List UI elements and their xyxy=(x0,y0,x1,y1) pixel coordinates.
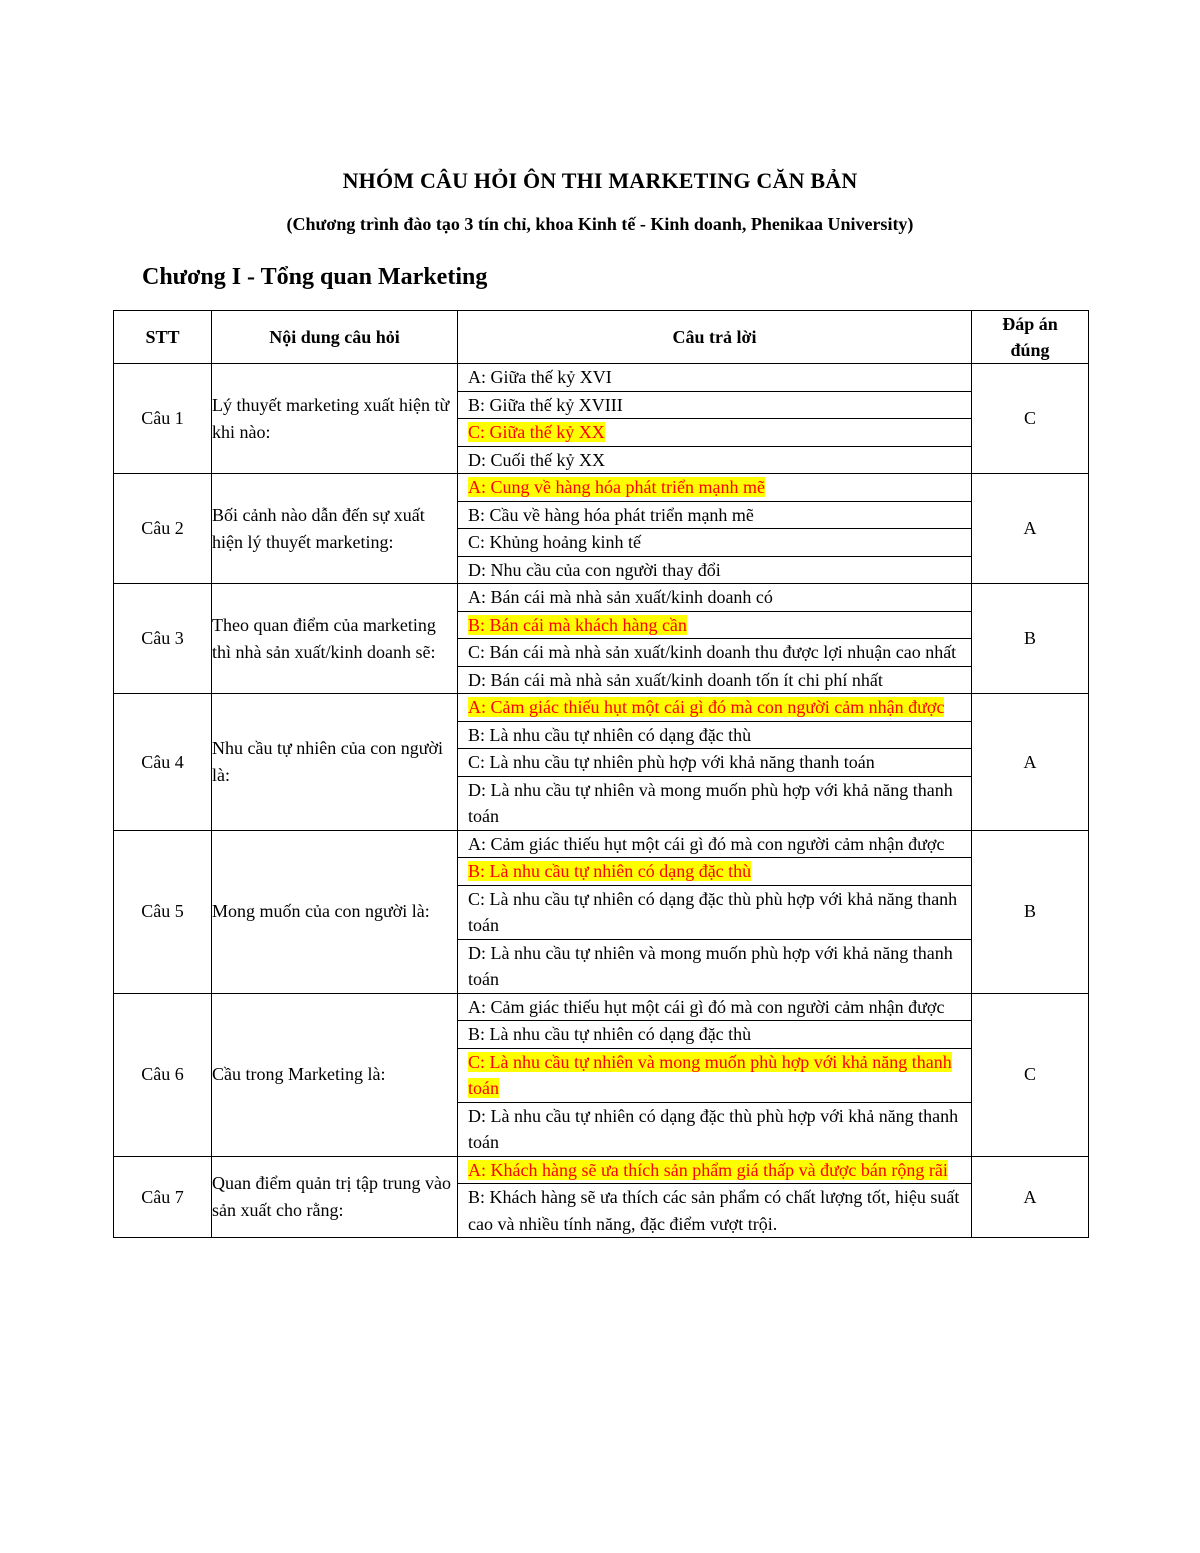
answer-option xyxy=(458,777,971,830)
table-row xyxy=(114,993,1089,1156)
answer-options xyxy=(458,584,972,694)
table-header-row xyxy=(114,311,1089,364)
table-row xyxy=(114,1156,1089,1238)
answer-option-text: C: Là nhu cầu tự nhiên và mong muốn phù hợp với khả năng thanh toán xyxy=(468,1051,952,1098)
header-correct-answer-line2: đúng xyxy=(1010,340,1050,360)
answer-option-text: A: Khách hàng sẽ ưa thích sản phẩm giá thấp và được bán rộng rãi xyxy=(468,1159,948,1180)
question-number: Câu 3 xyxy=(114,584,212,694)
answer-options xyxy=(458,694,972,831)
question-text: Quan điểm quản trị tập trung vào sản xuất cho rằng: xyxy=(212,1156,458,1238)
answer-option-text: C: Là nhu cầu tự nhiên có dạng đặc thù phù hợp với khả năng thanh toán xyxy=(468,888,958,935)
document-title: NHÓM CÂU HỎI ÔN THI MARKETING CĂN BẢN xyxy=(342,168,858,193)
table-body xyxy=(114,364,1089,1238)
answer-option-text: B: Bán cái mà khách hàng cần xyxy=(468,614,687,635)
answer-option-text: B: Là nhu cầu tự nhiên có dạng đặc thù xyxy=(468,861,752,881)
table-row xyxy=(114,694,1089,831)
answer-options xyxy=(458,993,972,1156)
question-number: Câu 6 xyxy=(114,993,212,1156)
answer-option xyxy=(458,667,971,694)
answer-option-text: D: Là nhu cầu tự nhiên và mong muốn phù hợp với khả năng thanh toán xyxy=(468,779,953,826)
answer-option xyxy=(458,1103,971,1156)
correct-answer: B xyxy=(972,830,1089,993)
header-correct-answer-line1: Đáp án xyxy=(1002,314,1058,334)
answer-option-correct xyxy=(458,419,971,447)
question-text: Mong muốn của con người là: xyxy=(212,830,458,993)
question-text: Nhu cầu tự nhiên của con người là: xyxy=(212,694,458,831)
header-question: Nội dung câu hỏi xyxy=(212,311,458,364)
answer-option-text: D: Là nhu cầu tự nhiên có dạng đặc thù phù hợp với khả năng thanh toán xyxy=(468,1105,959,1152)
correct-answer: B xyxy=(972,584,1089,694)
answer-option-text: B: Là nhu cầu tự nhiên có dạng đặc thù xyxy=(468,724,752,745)
answer-option-text: B: Cầu về hàng hóa phát triển mạnh mẽ xyxy=(468,504,754,525)
question-text: Lý thuyết marketing xuất hiện từ khi nào: xyxy=(212,364,458,474)
question-text: Bối cảnh nào dẫn đến sự xuất hiện lý thuyết marketing: xyxy=(212,474,458,584)
answer-option xyxy=(458,447,971,474)
answer-option-correct xyxy=(458,1157,971,1185)
answer-option-correct xyxy=(458,474,971,502)
answer-option-text: C: Là nhu cầu tự nhiên phù hợp với khả năng thanh toán xyxy=(468,752,875,772)
chapter-heading: Chương I - Tổng quan Marketing xyxy=(142,264,488,290)
answer-option-correct xyxy=(458,694,971,722)
answer-options xyxy=(458,1156,972,1238)
answer-option-text: C: Bán cái mà nhà sản xuất/kinh doanh thu được lợi nhuận cao nhất xyxy=(468,642,957,662)
answer-option xyxy=(458,639,971,667)
question-number: Câu 4 xyxy=(114,694,212,831)
answer-option xyxy=(458,557,971,584)
answer-option xyxy=(458,364,971,392)
answer-options xyxy=(458,830,972,993)
header-correct-answer xyxy=(972,311,1089,364)
answer-option-text: B: Giữa thế kỷ XVIII xyxy=(468,394,623,415)
answer-option xyxy=(458,994,971,1022)
answer-option-correct xyxy=(458,858,971,886)
answer-option xyxy=(458,1021,971,1049)
answer-option-correct xyxy=(458,612,971,640)
correct-answer: C xyxy=(972,993,1089,1156)
answer-options xyxy=(458,474,972,584)
correct-answer: A xyxy=(972,474,1089,584)
table-row xyxy=(114,364,1089,474)
header-stt: STT xyxy=(114,311,212,364)
answer-option-text: D: Cuối thế kỷ XX xyxy=(468,449,605,470)
correct-answer: A xyxy=(972,694,1089,831)
answer-options xyxy=(458,364,972,474)
answer-option xyxy=(458,502,971,530)
answer-option-text: B: Khách hàng sẽ ưa thích các sản phẩm có chất lượng tốt, hiệu suất cao và nhiều tính năng, đặc điểm vượt trội. xyxy=(468,1187,960,1234)
answer-option xyxy=(458,529,971,557)
question-number: Câu 2 xyxy=(114,474,212,584)
table-row xyxy=(114,474,1089,584)
answer-option xyxy=(458,886,971,940)
answer-option-text: C: Khủng hoảng kinh tế xyxy=(468,532,641,552)
answer-option-text: D: Là nhu cầu tự nhiên và mong muốn phù hợp với khả năng thanh toán xyxy=(468,942,953,989)
answer-option xyxy=(458,749,971,777)
answer-option-text: D: Nhu cầu của con người thay đổi xyxy=(468,559,721,580)
answer-option xyxy=(458,392,971,420)
answer-option-text: A: Cảm giác thiếu hụt một cái gì đó mà con người cảm nhận được xyxy=(468,697,945,717)
header-answers: Câu trả lời xyxy=(458,311,972,364)
answer-option xyxy=(458,722,971,750)
answer-option-text: D: Bán cái mà nhà sản xuất/kinh doanh tốn ít chi phí nhất xyxy=(468,669,883,690)
answer-option xyxy=(458,1184,971,1237)
answer-option xyxy=(458,584,971,612)
answer-option-text: A: Cung về hàng hóa phát triển mạnh mẽ xyxy=(468,477,765,497)
question-number: Câu 1 xyxy=(114,364,212,474)
table-row xyxy=(114,584,1089,694)
answer-option xyxy=(458,940,971,993)
correct-answer: A xyxy=(972,1156,1089,1238)
question-text: Cầu trong Marketing là: xyxy=(212,993,458,1156)
question-number: Câu 7 xyxy=(114,1156,212,1238)
answer-option-text: B: Là nhu cầu tự nhiên có dạng đặc thù xyxy=(468,1024,752,1044)
answer-option-text: A: Cảm giác thiếu hụt một cái gì đó mà con người cảm nhận được xyxy=(468,833,945,854)
question-table xyxy=(113,310,1089,1238)
correct-answer: C xyxy=(972,364,1089,474)
answer-option-text: C: Giữa thế kỷ XX xyxy=(468,422,605,442)
table-row xyxy=(114,830,1089,993)
answer-option xyxy=(458,831,971,859)
answer-option-correct xyxy=(458,1049,971,1103)
answer-option-text: A: Bán cái mà nhà sản xuất/kinh doanh có xyxy=(468,587,773,607)
question-text: Theo quan điểm của marketing thì nhà sản xuất/kinh doanh sẽ: xyxy=(212,584,458,694)
question-number: Câu 5 xyxy=(114,830,212,993)
answer-option-text: A: Cảm giác thiếu hụt một cái gì đó mà con người cảm nhận được xyxy=(468,996,945,1017)
document-subtitle: (Chương trình đào tạo 3 tín chỉ, khoa Kinh tế - Kinh doanh, Phenikaa University) xyxy=(286,214,914,234)
answer-option-text: A: Giữa thế kỷ XVI xyxy=(468,367,612,387)
